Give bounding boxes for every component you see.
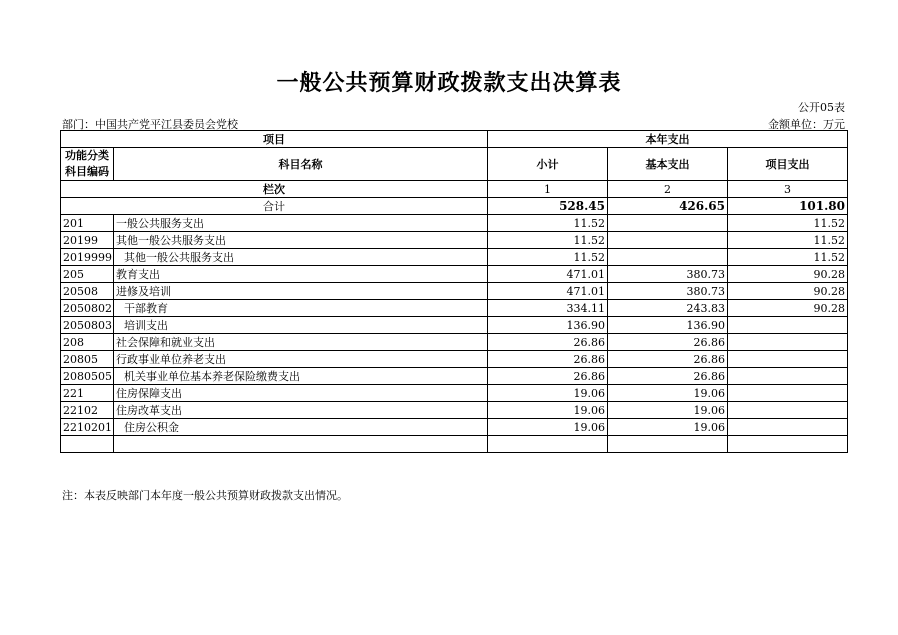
table-row — [61, 317, 848, 334]
row-name: 其他一般公共服务支出 — [114, 232, 488, 249]
column-index-2: 2 — [608, 181, 728, 198]
header-project: 项目 — [61, 131, 488, 148]
row-subtotal: 19.06 — [488, 402, 608, 419]
page-title: 一般公共预算财政拨款支出决算表 — [276, 71, 622, 96]
row-code: 2080505 — [61, 368, 114, 385]
row-project: 11.52 — [728, 232, 848, 249]
row-code: 208 — [61, 334, 114, 351]
table-row — [61, 368, 848, 385]
table-row — [61, 385, 848, 402]
row-basic — [608, 436, 728, 453]
row-project: 11.52 — [728, 215, 848, 232]
row-subtotal: 26.86 — [488, 351, 608, 368]
form-number: 公开05表 — [798, 101, 845, 114]
row-subtotal: 26.86 — [488, 368, 608, 385]
total-basic: 426.65 — [608, 198, 728, 215]
table-row — [61, 215, 848, 232]
row-subtotal: 11.52 — [488, 215, 608, 232]
unit-label: 金额单位：万元 — [768, 118, 845, 131]
row-project: 11.52 — [728, 249, 848, 266]
row-name: 行政事业单位养老支出 — [114, 351, 488, 368]
table-row — [61, 402, 848, 419]
header-row-2 — [61, 148, 848, 181]
row-code: 20508 — [61, 283, 114, 300]
row-project — [728, 351, 848, 368]
row-project: 90.28 — [728, 283, 848, 300]
table-row — [61, 436, 848, 453]
row-basic: 19.06 — [608, 419, 728, 436]
table-row — [61, 266, 848, 283]
row-project — [728, 436, 848, 453]
row-subtotal: 334.11 — [488, 300, 608, 317]
row-name: 住房公积金 — [114, 419, 488, 436]
row-code: 205 — [61, 266, 114, 283]
row-name: 其他一般公共服务支出 — [114, 249, 488, 266]
total-subtotal: 528.45 — [488, 198, 608, 215]
department-label: 部门：中国共产党平江县委员会党校 — [62, 118, 238, 131]
row-subtotal: 19.06 — [488, 385, 608, 402]
row-project: 90.28 — [728, 300, 848, 317]
row-name: 一般公共服务支出 — [114, 215, 488, 232]
row-name: 干部教育 — [114, 300, 488, 317]
row-subtotal — [488, 436, 608, 453]
row-basic: 26.86 — [608, 351, 728, 368]
table-row — [61, 300, 848, 317]
header-subtotal: 小计 — [488, 148, 608, 181]
row-basic — [608, 249, 728, 266]
total-project: 101.80 — [728, 198, 848, 215]
row-basic — [608, 232, 728, 249]
row-basic: 380.73 — [608, 266, 728, 283]
row-subtotal: 19.06 — [488, 419, 608, 436]
row-subtotal: 471.01 — [488, 283, 608, 300]
row-basic: 26.86 — [608, 334, 728, 351]
row-name: 进修及培训 — [114, 283, 488, 300]
table-row — [61, 419, 848, 436]
column-label: 栏次 — [61, 181, 488, 198]
row-subtotal: 471.01 — [488, 266, 608, 283]
header-func-code: 功能分类科目编码 — [61, 148, 114, 181]
row-name: 培训支出 — [114, 317, 488, 334]
row-basic: 136.90 — [608, 317, 728, 334]
table-row — [61, 249, 848, 266]
total-label: 合计 — [61, 198, 488, 215]
row-basic: 380.73 — [608, 283, 728, 300]
table-row — [61, 334, 848, 351]
column-index-row — [61, 181, 848, 198]
row-code: 22102 — [61, 402, 114, 419]
row-name: 教育支出 — [114, 266, 488, 283]
row-code: 201 — [61, 215, 114, 232]
row-project — [728, 419, 848, 436]
row-code: 2210201 — [61, 419, 114, 436]
row-project — [728, 368, 848, 385]
header-current-year: 本年支出 — [488, 131, 848, 148]
row-name — [114, 436, 488, 453]
table-row — [61, 351, 848, 368]
row-subtotal: 11.52 — [488, 232, 608, 249]
header-row-1 — [61, 131, 848, 148]
row-project — [728, 317, 848, 334]
row-code — [61, 436, 114, 453]
row-subtotal: 26.86 — [488, 334, 608, 351]
row-project — [728, 402, 848, 419]
row-project: 90.28 — [728, 266, 848, 283]
row-code: 20805 — [61, 351, 114, 368]
header-basic: 基本支出 — [608, 148, 728, 181]
row-code: 221 — [61, 385, 114, 402]
row-code: 2050803 — [61, 317, 114, 334]
row-project — [728, 385, 848, 402]
header-subject-name: 科目名称 — [114, 148, 488, 181]
row-basic: 19.06 — [608, 402, 728, 419]
row-project — [728, 334, 848, 351]
row-code: 2050802 — [61, 300, 114, 317]
column-index-1: 1 — [488, 181, 608, 198]
column-index-3: 3 — [728, 181, 848, 198]
expenditure-table — [60, 130, 848, 453]
row-basic: 26.86 — [608, 368, 728, 385]
row-basic: 243.83 — [608, 300, 728, 317]
row-subtotal: 11.52 — [488, 249, 608, 266]
row-basic — [608, 215, 728, 232]
row-subtotal: 136.90 — [488, 317, 608, 334]
row-name: 机关事业单位基本养老保险缴费支出 — [114, 368, 488, 385]
footnote: 注：本表反映部门本年度一般公共预算财政拨款支出情况。 — [62, 489, 348, 502]
table-row — [61, 283, 848, 300]
total-row — [61, 198, 848, 215]
row-basic: 19.06 — [608, 385, 728, 402]
row-name: 社会保障和就业支出 — [114, 334, 488, 351]
row-code: 20199 — [61, 232, 114, 249]
row-name: 住房保障支出 — [114, 385, 488, 402]
table-row — [61, 232, 848, 249]
row-code: 2019999 — [61, 249, 114, 266]
header-project-exp: 项目支出 — [728, 148, 848, 181]
row-name: 住房改革支出 — [114, 402, 488, 419]
